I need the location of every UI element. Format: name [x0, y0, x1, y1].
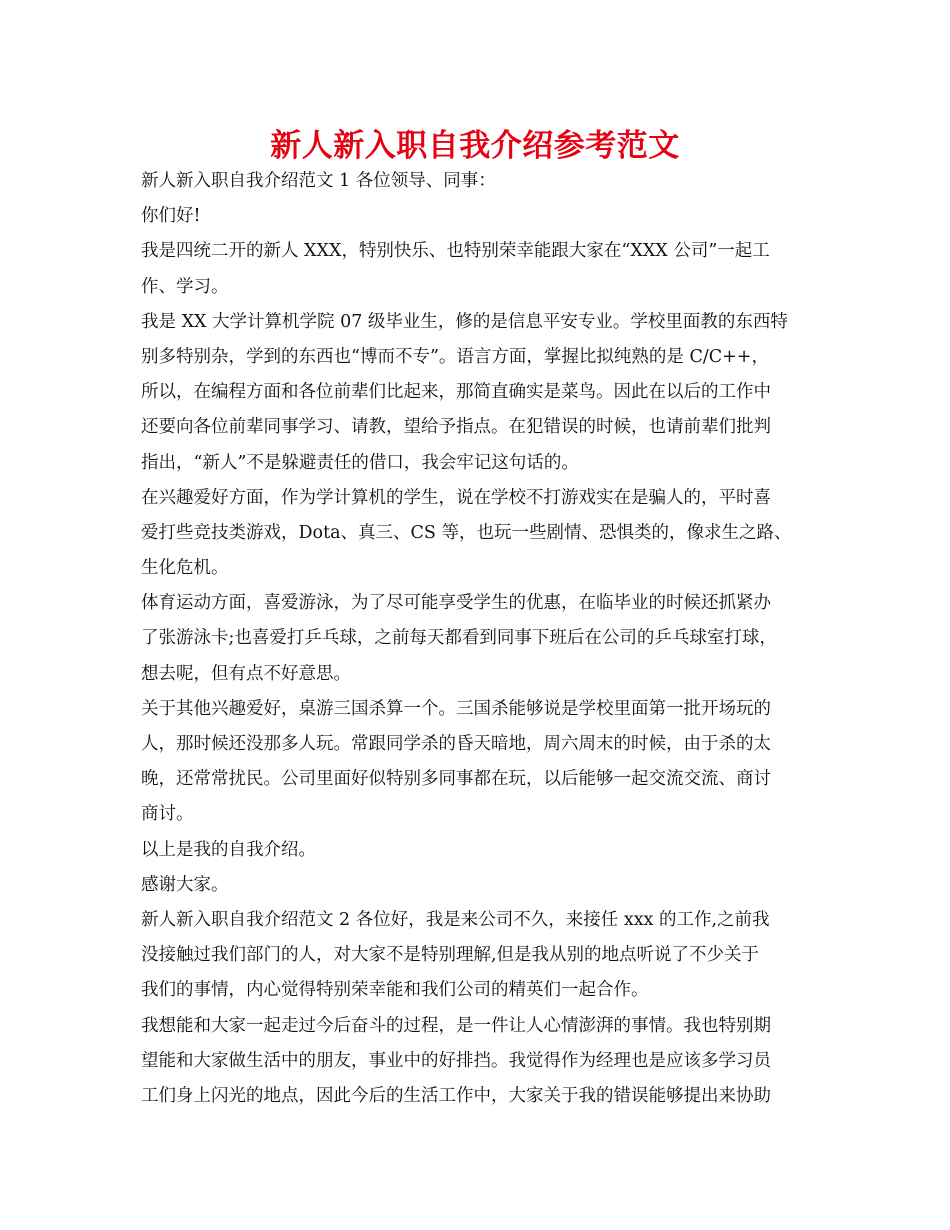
text-line: 我想能和大家一起走过今后奋斗的过程，是一件让人心情澎湃的事情。我也特别期 — [141, 1015, 771, 1036]
text-line: 我是 XX 大学计算机学院 07 级毕业生，修的是信息平安专业。学校里面教的东西特 — [141, 311, 788, 332]
text-line: 指出，“新人”不是躲避责任的借口，我会牢记这句话的。 — [141, 452, 579, 473]
document-body — [141, 164, 831, 1114]
text-line: 了张游泳卡;也喜爱打乒乓球，之前每天都看到同事下班后在公司的乒乓球室打球， — [141, 628, 777, 649]
text-line: 你们好! — [141, 206, 201, 227]
text-line: 人，那时候还没那多人玩。常跟同学杀的昏天暗地，周六周末的时候，由于杀的太 — [141, 734, 771, 754]
document-title: 新人新入职自我介绍参考范文 — [270, 128, 680, 164]
text-line: 感谢大家。 — [141, 874, 229, 895]
text-line: 别多特别杂，学到的东西也“博而不专”。语言方面，掌握比拟纯熟的是 C/C++， — [141, 346, 769, 367]
text-line: 我们的事情，内心觉得特别荣幸能和我们公司的精英们一起合作。 — [141, 980, 649, 1001]
text-line: 关于其他兴趣爱好，桌游三国杀算一个。三国杀能够说是学校里面第一批开场玩的 — [141, 698, 771, 719]
text-line: 体育运动方面，喜爱游泳，为了尽可能享受学生的优惠，在临毕业的时候还抓紧办 — [141, 593, 771, 614]
text-line: 以上是我的自我介绍。 — [141, 839, 316, 860]
text-line: 没接触过我们部门的人，对大家不是特别理解,但是我从别的地点听说了不少关于 — [141, 945, 760, 966]
text-line: 还要向各位前辈同事学习、请教，望给予指点。在犯错误的时候，也请前辈们批判 — [141, 417, 771, 438]
text-line: 工们身上闪光的地点，因此今后的生活工作中，大家关于我的错误能够提出来协助 — [141, 1085, 771, 1106]
text-line: 晚，还常常扰民。公司里面好似特别多同事都在玩，以后能够一起交流交流、商讨 — [141, 769, 771, 790]
text-line: 商讨。 — [141, 804, 194, 825]
text-line: 所以，在编程方面和各位前辈们比起来，那简直确实是菜鸟。因此在以后的工作中 — [141, 382, 771, 403]
text-line: 在兴趣爱好方面，作为学计算机的学生，说在学校不打游戏实在是骗人的，平时喜 — [141, 487, 771, 508]
text-line: 爱打些竞技类游戏，Dota、真三、CS 等，也玩一些剧情、恐惧类的，像求生之路、 — [141, 522, 792, 543]
text-line: 我是四统二开的新人 XXX，特别快乐、也特别荣幸能跟大家在“XXX 公司”一起工 — [141, 241, 770, 262]
text-line: 生化危机。 — [141, 558, 229, 579]
text-line: 新人新入职自我介绍范文 2 各位好，我是来公司不久，来接任 xxx 的工作,之前我 — [141, 909, 770, 930]
text-line: 新人新入职自我介绍范文 1 各位领导、同事： — [141, 171, 496, 191]
text-line: 想去呢，但有点不好意思。 — [141, 663, 351, 684]
text-line: 作、学习。 — [141, 276, 229, 297]
text-line: 望能和大家做生活中的朋友，事业中的好排挡。我觉得作为经理也是应该多学习员 — [141, 1050, 771, 1071]
